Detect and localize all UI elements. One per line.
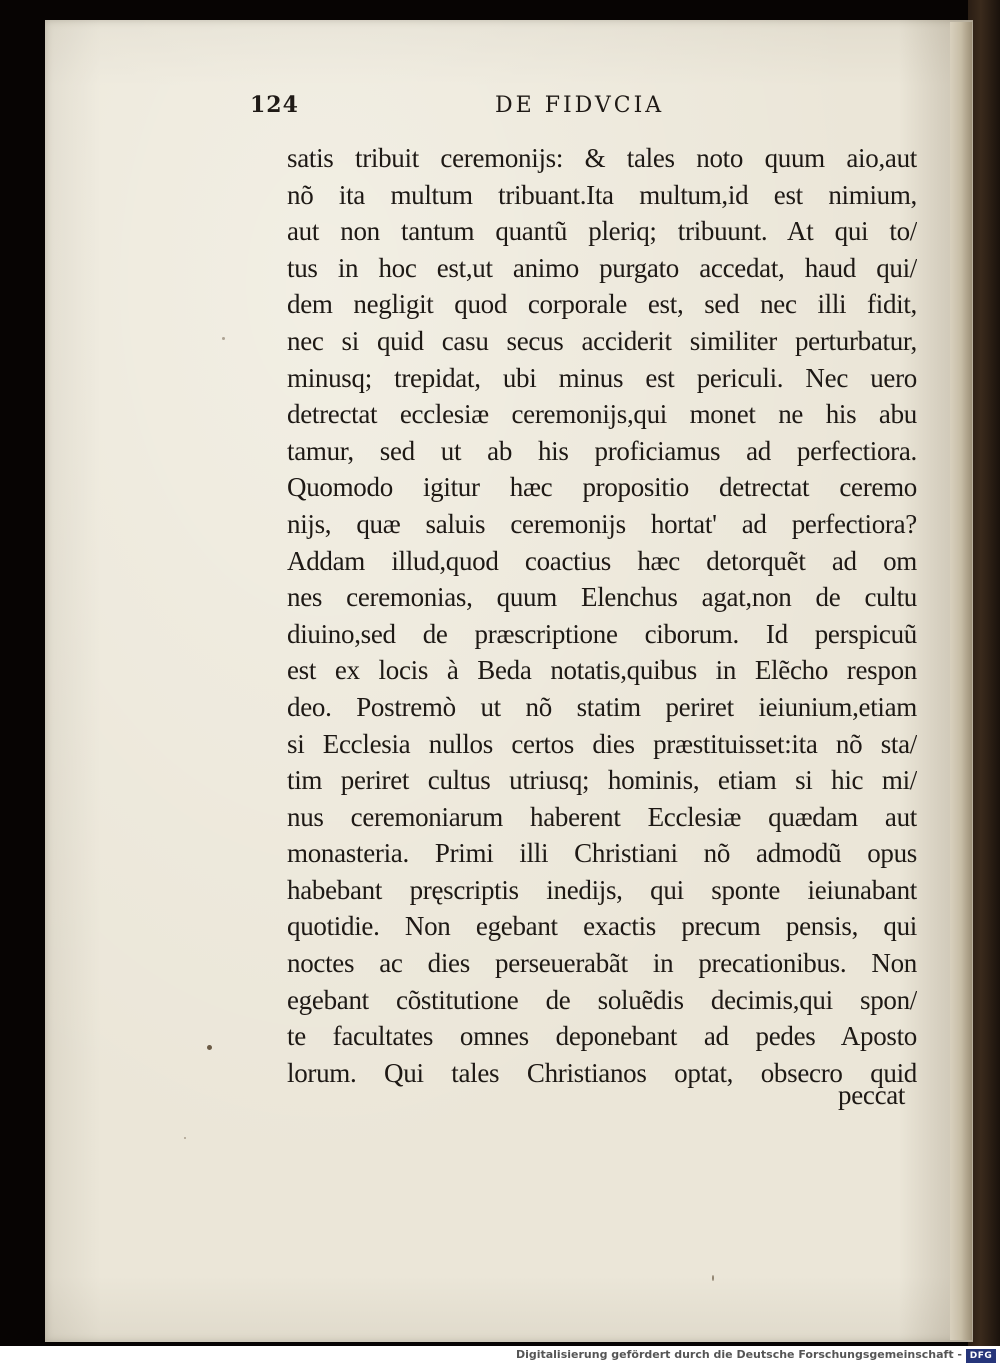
text-line: tim periret cultus utriusq; hominis, etiam si hic mi/ [287,765,917,796]
text-line: noctes ac dies perseuerabãt in precationibus. Non [287,948,917,979]
dfg-logo: DFG [966,1349,996,1363]
text-line: lorum. Qui tales Christianos optat, obsecro quid [287,1057,917,1088]
paper-speck [184,1137,186,1139]
text-line: quotidie. Non egebant exactis precum pensis, qui [287,911,917,942]
text-line: nus ceremoniarum haberent Ecclesiæ quædam aut [287,801,917,832]
text-line: nõ ita multum tribuant.Ita multum,id est nimium, [287,179,917,210]
page-number: 124 [250,92,299,118]
text-line: diuino,sed de præscriptione ciborum. Id perspicuũ [287,618,917,649]
text-line: nec si quid casu secus acciderit similiter perturbatur, [287,325,917,356]
text-line: tus in hoc est,ut animo purgato accedat, haud qui/ [287,252,917,283]
text-line: si Ecclesia nullos certos dies præstituisset:ita nõ sta/ [287,728,917,759]
text-line: minusq; trepidat, ubi minus est periculi. Nec uero [287,362,917,393]
text-line: deo. Postremò ut nõ statim periret ieiunium,etiam [287,691,917,722]
footer-credit: Digitalisierung gefördert durch die Deutsche Forschungsgemeinschaft - [515,1348,962,1361]
text-line: satis tribuit ceremonijs: & tales noto quum aio,aut [287,143,917,173]
catchword: peccat [838,1080,906,1110]
running-head [250,88,710,128]
running-head-title: DE FIDVCIA [495,93,665,118]
text-line: dem negligit quod corporale est, sed nec illi fidit, [287,289,917,320]
text-line: egebant cõstitutione de soluẽdis decimis,qui spon/ [287,984,917,1015]
paper-speck [712,1275,714,1281]
text-line: tamur, sed ut ab his proficiamus ad perfectiora. [287,435,917,466]
paper-speck [222,337,225,340]
text-line: est ex locis à Beda notatis,quibus in Elẽcho respon [287,655,917,686]
text-line: Quomodo igitur hæc propositio detrectat ceremo [287,472,917,503]
text-line: aut non tantum quantũ pleriq; tribuunt. At qui to/ [287,216,917,247]
text-line: monasteria. Primi illi Christiani nõ admodũ opus [287,838,917,869]
text-line: Addam illud,quod coactius hæc detorquẽt ad om [287,545,917,576]
footer [0,1346,1000,1366]
text-line: nijs, quæ saluis ceremonijs hortat' ad perfectiora? [287,508,917,539]
page-edge [950,22,972,1340]
text-line: nes ceremonias, quum Elenchus agat,non de cultu [287,582,917,613]
text-line: habebant pręscriptis inedijs, qui sponte ieiunabant [287,874,917,905]
paper-speck [207,1045,212,1050]
text-line: detrectat ecclesiæ ceremonijs,qui monet ne his abu [287,399,917,430]
text-line: te facultates omnes deponebant ad pedes Aposto [287,1021,917,1052]
text-block [287,140,917,1091]
